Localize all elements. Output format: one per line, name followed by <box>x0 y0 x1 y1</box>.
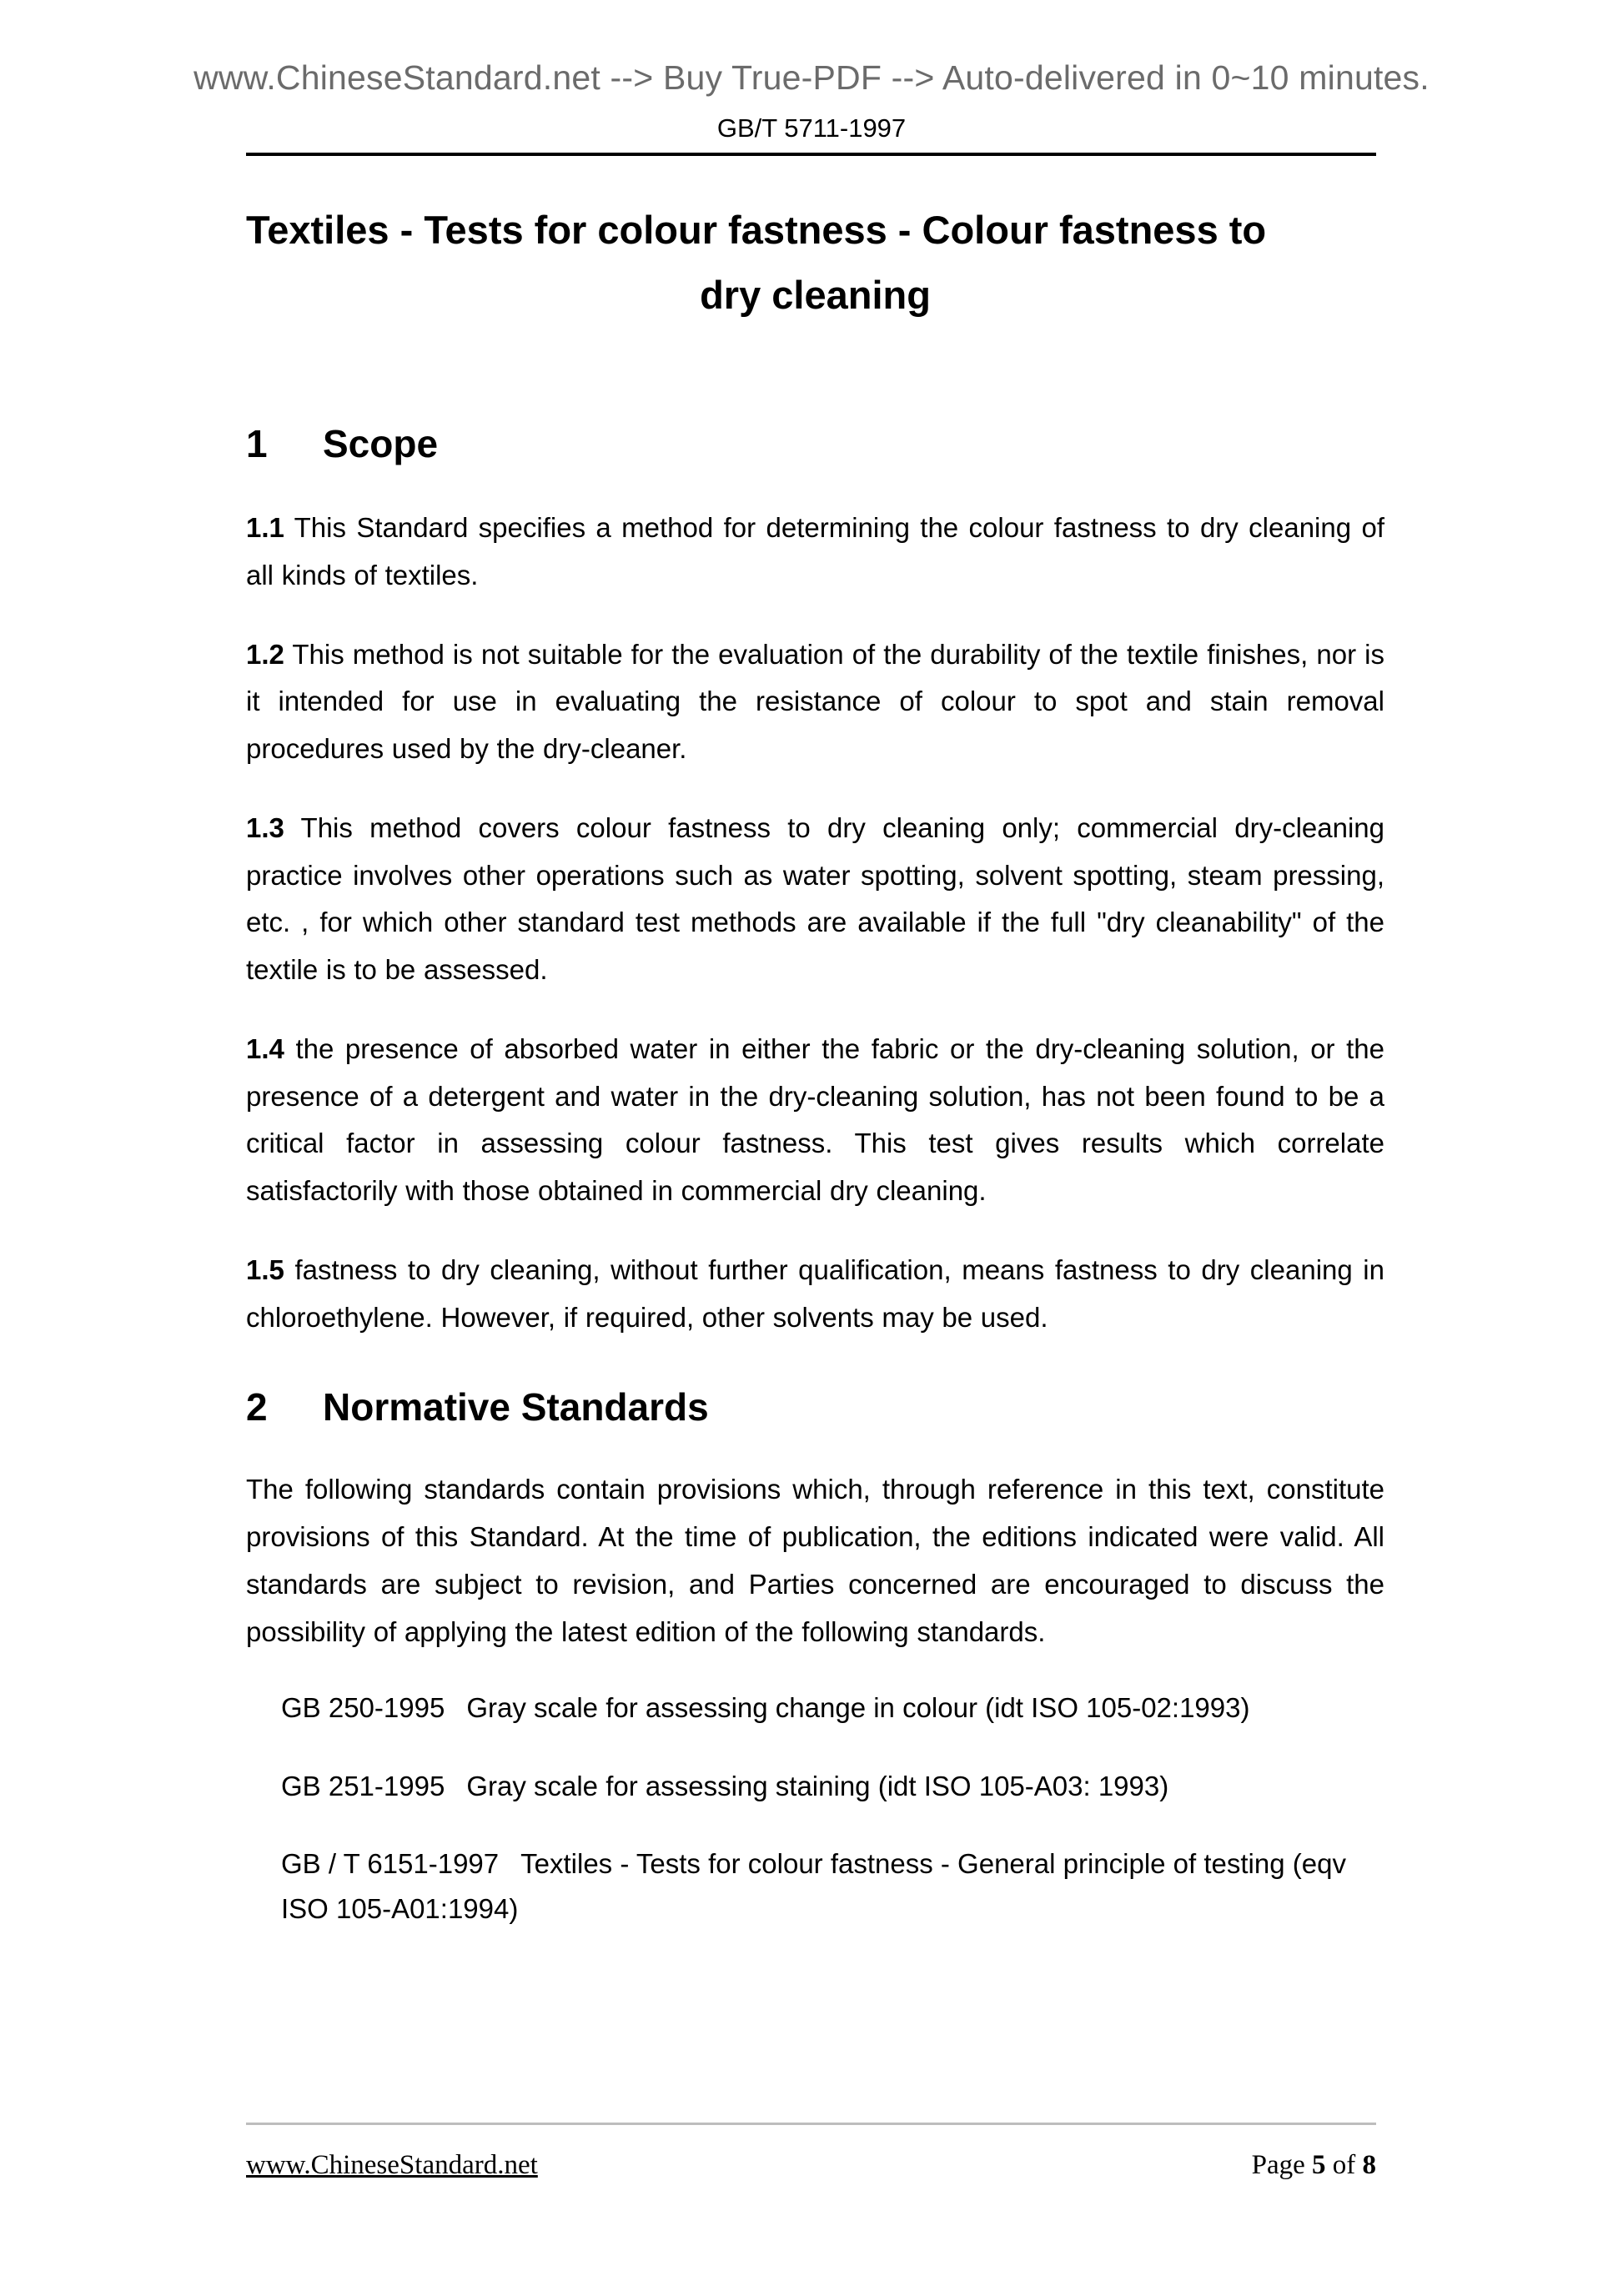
section-number: 1 <box>246 422 268 466</box>
document-content <box>246 204 1384 1931</box>
reference-code: GB 251-1995 <box>281 1770 445 1801</box>
spacer <box>246 773 1384 805</box>
paragraph-text: the presence of absorbed water in either the fabric or the dry-cleaning solution, or the presence of a detergent and water in the dry-cleaning solution, has not been found to be a critical factor in assessing colour fastness. This test gives results which correlate satisfactorily with those obtained in commercial dry cleaning. <box>246 1032 1384 1207</box>
footer-site-link[interactable]: www.ChineseStandard.net <box>246 2150 538 2180</box>
list-item <box>246 1764 1384 1808</box>
paragraph-label: 1.5 <box>246 1254 284 1285</box>
spacer <box>246 994 1384 1026</box>
spacer <box>246 1215 1384 1247</box>
spacer <box>246 1655 1384 1686</box>
section-heading-normative-standards <box>246 1384 1384 1429</box>
paragraph-text: This method is not suitable for the evaluation of the durability of the textile finishes, nor is it intended for use in evaluating the resistance of colour to spot and stain removal procedures used by the dry-cleaner. <box>246 638 1384 765</box>
page-number-prefix: Page <box>1251 2150 1312 2180</box>
spacer <box>246 1808 1384 1841</box>
reference-title: Gray scale for assessing staining (idt ISO 105-A03: 1993) <box>466 1770 1169 1801</box>
spacer <box>246 321 1384 421</box>
spacer <box>246 600 1384 631</box>
reference-title: Textiles - Tests for colour fastness - General principle of testing (eqv ISO 105-A01:1994) <box>281 1848 1346 1924</box>
paragraph-text: fastness to dry cleaning, without further qualification, means fastness to dry cleaning in chloroethylene. However, if required, other solvents may be used. <box>246 1254 1384 1333</box>
normative-reference-list <box>246 1686 1384 1931</box>
paragraph-label: 1.1 <box>246 512 284 544</box>
section-title: Scope <box>323 422 439 466</box>
paragraph-label: 1.4 <box>246 1032 284 1064</box>
page-number <box>1252 2150 1376 2181</box>
spacer <box>246 1341 1384 1384</box>
section-number: 2 <box>246 1385 268 1429</box>
reference-code: GB / T 6151-1997 <box>281 1848 500 1880</box>
list-item <box>246 1841 1384 1931</box>
page-number-current: 5 <box>1312 2150 1326 2180</box>
spacer <box>246 466 1384 505</box>
section-heading-scope <box>246 421 1384 466</box>
paragraph-label: 1.3 <box>246 811 284 843</box>
paragraph-1-5 <box>246 1247 1384 1342</box>
footer-divider <box>246 2123 1376 2125</box>
header-divider <box>246 153 1376 156</box>
paragraph-1-1 <box>246 505 1384 600</box>
page-number-middle: of <box>1325 2150 1363 2180</box>
section-title: Normative Standards <box>323 1385 709 1429</box>
reference-code: GB 250-1995 <box>281 1692 445 1724</box>
spacer <box>246 1429 1384 1466</box>
paragraph-1-4 <box>246 1026 1384 1215</box>
list-item <box>246 1686 1384 1730</box>
paragraph-label: 1.2 <box>246 638 284 670</box>
paragraph-1-2 <box>246 631 1384 773</box>
page-footer <box>246 2150 1376 2181</box>
paragraph-text: This Standard specifies a method for determining the colour fastness to dry cleaning of all kinds of textiles. <box>246 512 1384 590</box>
spacer <box>246 1731 1384 1764</box>
page-number-total: 8 <box>1362 2150 1376 2180</box>
reference-title: Gray scale for assessing change in colour (idt ISO 105-02:1993) <box>466 1692 1250 1724</box>
normative-standards-intro: The following standards contain provisions which, through reference in this text, constitute provisions of this Standard. At the time of publication, the editions indicated were valid. All standards are subject to revision, and Parties concerned are encouraged to discuss the possibility of applying the latest edition of the following standards. <box>246 1474 1384 1647</box>
page-title-line-1: Textiles - Tests for colour fastness - Colour fastness to <box>246 208 1267 252</box>
watermark-promo-text: www.ChineseStandard.net --> Buy True-PDF --> Auto-delivered in 0~10 minutes. <box>193 58 1430 97</box>
paragraph-1-3 <box>246 805 1384 994</box>
standard-number: GB/T 5711-1997 <box>716 113 907 143</box>
page-title <box>246 204 1384 321</box>
page-title-line-2: dry cleaning <box>700 273 931 318</box>
paragraph-text: This method covers colour fastness to dry cleaning only; commercial dry-cleaning practice involves other operations such as water spotting, solvent spotting, steam pressing, etc. , for which other standard test methods are available if the full "dry cleanability" of the textile is to be assessed. <box>246 811 1384 986</box>
